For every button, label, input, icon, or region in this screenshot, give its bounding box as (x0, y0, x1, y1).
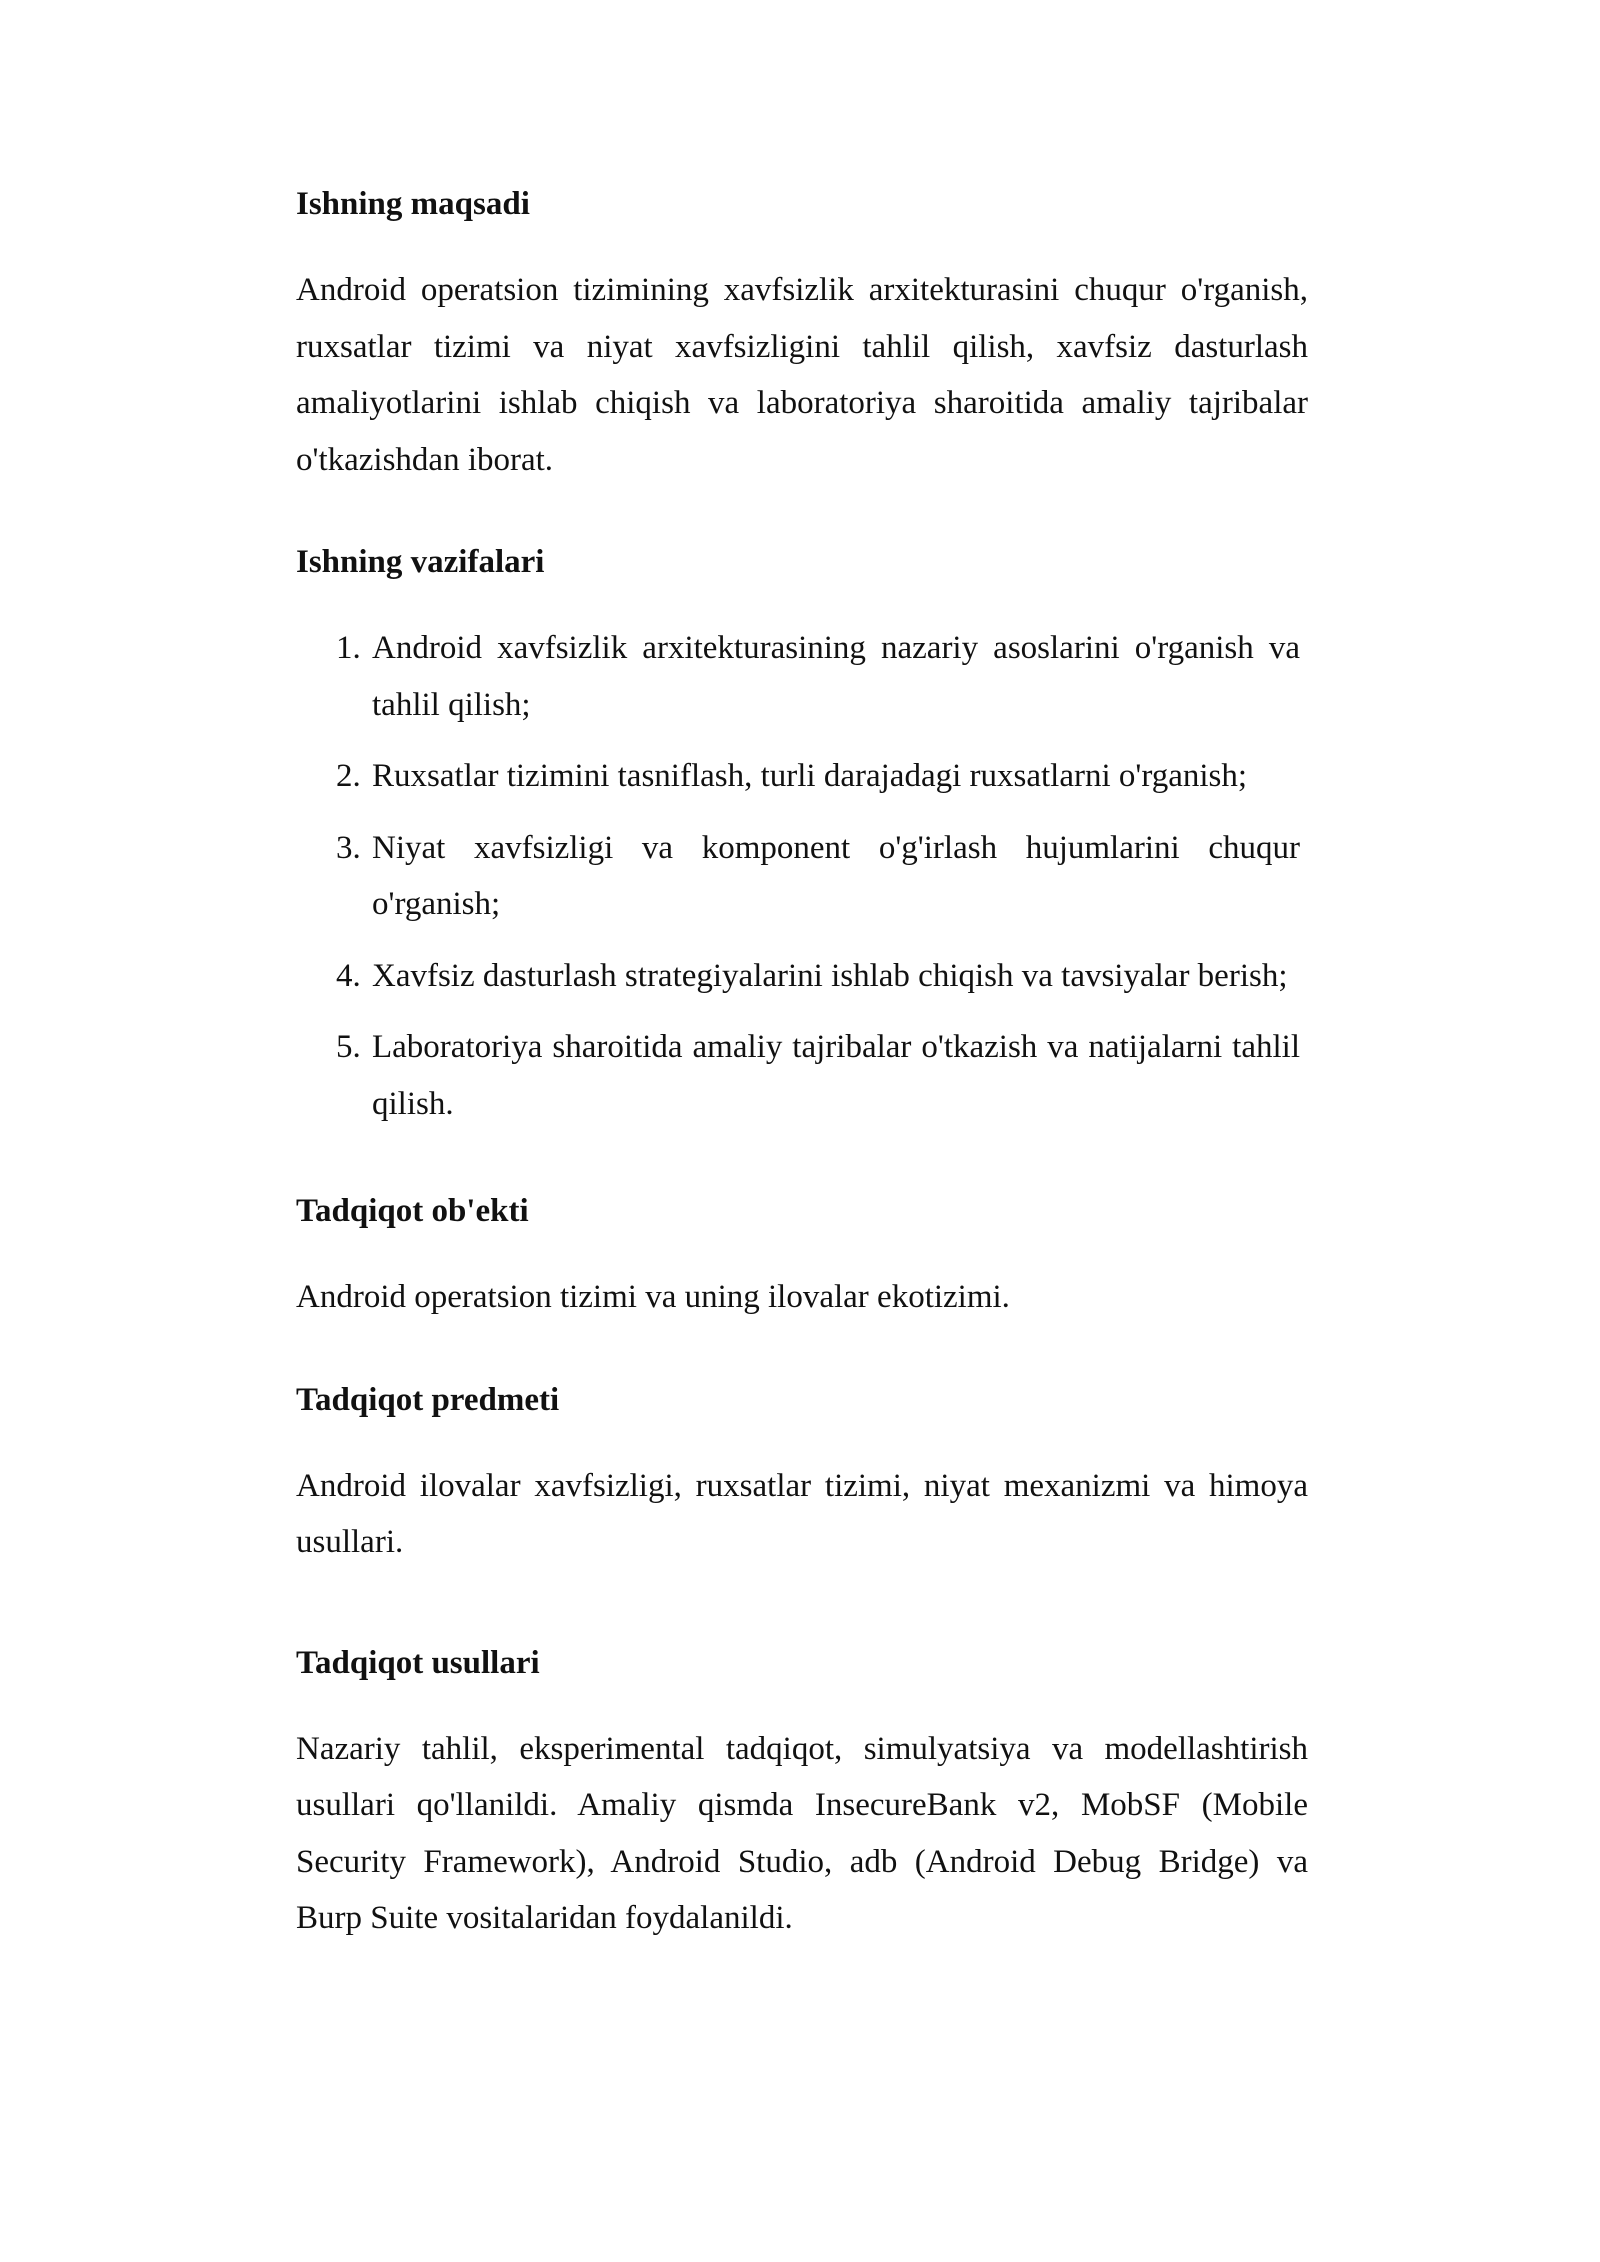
tasks-list (296, 620, 1308, 1132)
section-heading-vazifalar: Ishning vazifalari (296, 544, 545, 580)
section-text-obekt: Android operatsion tizimi va uning ilovalar ekotizimi. (296, 1279, 1010, 1315)
section-heading-maqsad: Ishning maqsadi (296, 186, 530, 222)
list-item-text: Laboratoriya sharoitida amaliy tajribalar o'tkazish va natijalarni tahlil qilish. (372, 1029, 1300, 1122)
document-page (296, 176, 1308, 1947)
list-item-number: 2. (336, 758, 361, 794)
list-item-text: Android xavfsizlik arxitekturasining nazariy asoslarini o'rganish va tahlil qilish; (372, 630, 1300, 723)
section-heading-obekt: Tadqiqot ob'ekti (296, 1193, 529, 1229)
list-item-number: 5. (336, 1029, 361, 1065)
list-item (296, 948, 1300, 1005)
list-item-number: 3. (336, 829, 361, 866)
list-item-text: Ruxsatlar tizimini tasniflash, turli darajadagi ruxsatlarni o'rganish; (372, 758, 1248, 794)
list-item-number: 4. (336, 957, 361, 994)
section-heading-usullar: Tadqiqot usullari (296, 1644, 540, 1681)
section-text-maqsad: Android operatsion tizimining xavfsizlik arxitekturasini chuqur o'rganish, ruxsatlar tizimi va niyat xavfsizligini tahlil qilish, xavfsiz dasturlash amaliyotlarini ishlab chiqish va laboratoriya sharoitida amaliy tajribalar o'tkazishdan iborat. (296, 272, 1308, 478)
list-item (296, 1019, 1300, 1132)
section-text-predmet: Android ilovalar xavfsizligi, ruxsatlar tizimi, niyat mexanizmi va himoya usullari. (296, 1467, 1308, 1560)
list-item (296, 620, 1300, 733)
list-item-text: Niyat xavfsizligi va komponent o'g'irlash hujumlarini chuqur o'rganish; (372, 829, 1300, 922)
list-item-text: Xavfsiz dasturlash strategiyalarini ishlab chiqish va tavsiyalar berish; (372, 957, 1288, 994)
list-item (296, 820, 1300, 933)
list-item (296, 748, 1300, 805)
section-text-usullar: Nazariy tahlil, eksperimental tadqiqot, simulyatsiya va modellashtirish usullari qo'llanildi. Amaliy qismda InsecureBank v2, MobSF (Mobile Security Framework), Android Studio, adb (Android Debug Bridge) va Burp Suite vositalaridan foydalanildi. (296, 1730, 1308, 1936)
list-item-number: 1. (336, 630, 361, 666)
section-heading-predmet: Tadqiqot predmeti (296, 1381, 560, 1418)
